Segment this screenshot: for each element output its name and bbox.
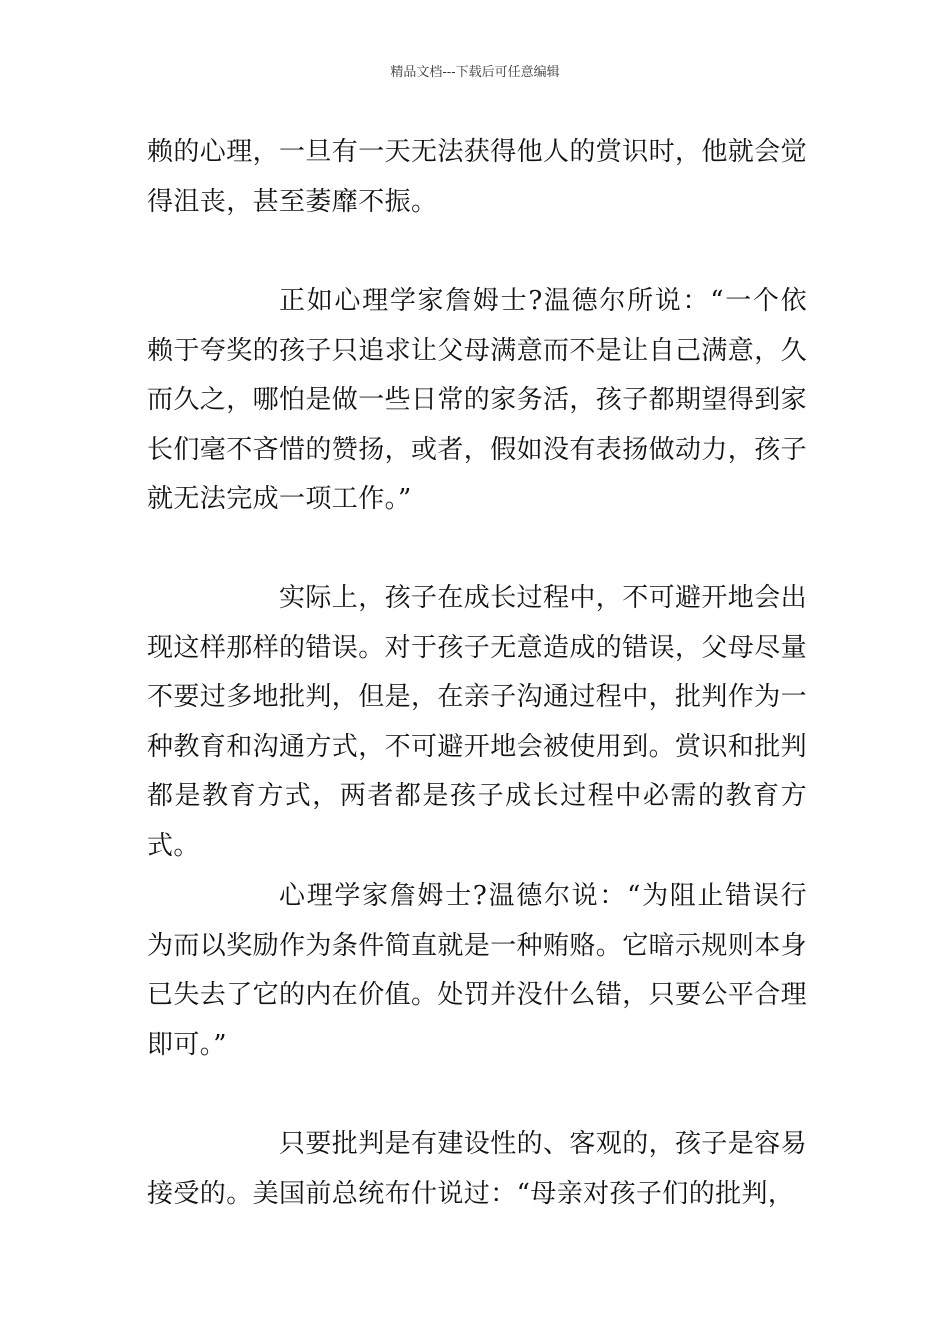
paragraph-text: 实际上，孩子在成长过程中，不可避开地会出现这样那样的错误。对于孩子无意造成的错误，父母尽量不要过多地批判，但是，在亲子沟通过程中，批判作为一种教育和沟通方式，不可避开地会被使用到。赏识和批判都是教育方式，两者都是孩子成长过程中必需的教育方式。 xyxy=(147,583,808,861)
page-header: 精品文档---下载后可任意编辑 xyxy=(390,65,560,80)
body-paragraph-4 xyxy=(147,872,807,1070)
body-paragraph-3 xyxy=(147,574,807,871)
paragraph-text: 赖的心理，一旦有一天无法获得他人的赏识时，他就会觉得沮丧，甚至萎靡不振。 xyxy=(147,137,808,217)
body-paragraph-2 xyxy=(147,277,807,525)
body-paragraph-1 xyxy=(147,128,807,227)
paragraph-text: 心理学家詹姆士?温德尔说：“为阻止错误行为而以奖励作为条件简直就是一种贿赂。它暗示规则本身已失去了它的内在价值。处罚并没什么错，只要公平合理即可。” xyxy=(147,881,808,1060)
paragraph-text: 只要批判是有建设性的、客观的，孩子是容易接受的。美国前总统布什说过：“母亲对孩子们的批判， xyxy=(147,1129,808,1209)
body-paragraph-5 xyxy=(147,1120,807,1219)
paragraph-text: 正如心理学家詹姆士?温德尔所说：“一个依赖于夸奖的孩子只追求让父母满意而不是让自己满意，久而久之，哪怕是做一些日常的家务活，孩子都期望得到家长们毫不吝惜的赞扬，或者，假如没有表扬做动力，孩子就无法完成一项工作。” xyxy=(147,286,808,514)
